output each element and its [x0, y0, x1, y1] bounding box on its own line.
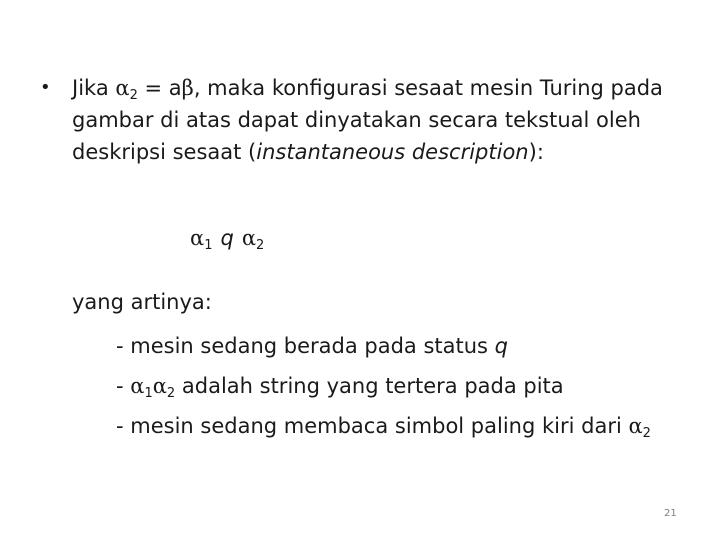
item3-subscript: 2 — [642, 426, 651, 441]
formula-alpha2-symbol: α — [241, 226, 256, 250]
item2-subscript-2: 2 — [166, 386, 176, 401]
instantaneous-description-formula — [190, 222, 264, 254]
line3-end-text: ): — [528, 140, 544, 164]
line2-text: gambar di atas dapat dinyatakan secara tekstual oleh — [72, 108, 641, 132]
formula-subscript-2: 2 — [256, 238, 265, 253]
item3-alpha-symbol: α — [628, 414, 643, 438]
beta-symbol: β — [181, 76, 194, 100]
item2-subscript-1: 1 — [144, 386, 153, 401]
item2-alpha1-symbol: α — [130, 374, 145, 398]
line3-start-text: deskripsi sesaat ( — [72, 140, 257, 164]
bullet-paragraph — [40, 72, 712, 168]
jika-text: Jika — [72, 76, 116, 100]
equals-text: = a — [137, 76, 182, 100]
formula-subscript-1: 1 — [204, 238, 213, 253]
list-item — [116, 366, 651, 406]
item2-alpha2-symbol: α — [152, 374, 167, 398]
alpha-subscript: 2 — [129, 88, 138, 103]
alpha-symbol: α — [115, 76, 130, 100]
explanation-list — [116, 326, 651, 446]
line1-rest-text: , maka konfigurasi sesaat mesin Turing pada — [193, 76, 663, 100]
item1-text: - mesin sedang berada pada status — [116, 334, 495, 358]
item3-text: - mesin sedang membaca simbol paling kiri dari — [116, 414, 629, 438]
explanation-intro: yang artinya: — [72, 290, 212, 314]
formula-q: q — [220, 226, 234, 250]
list-item — [116, 326, 651, 366]
item2-text: adalah string yang tertera pada pita — [175, 374, 564, 398]
bullet-icon: • — [40, 77, 51, 98]
page-number: 21 — [664, 508, 677, 519]
formula-alpha1-symbol: α — [190, 226, 205, 250]
item2-prefix: - — [116, 374, 131, 398]
line3-italic-text: instantaneous description — [256, 140, 529, 164]
list-item — [116, 406, 651, 446]
item1-q: q — [494, 334, 509, 358]
